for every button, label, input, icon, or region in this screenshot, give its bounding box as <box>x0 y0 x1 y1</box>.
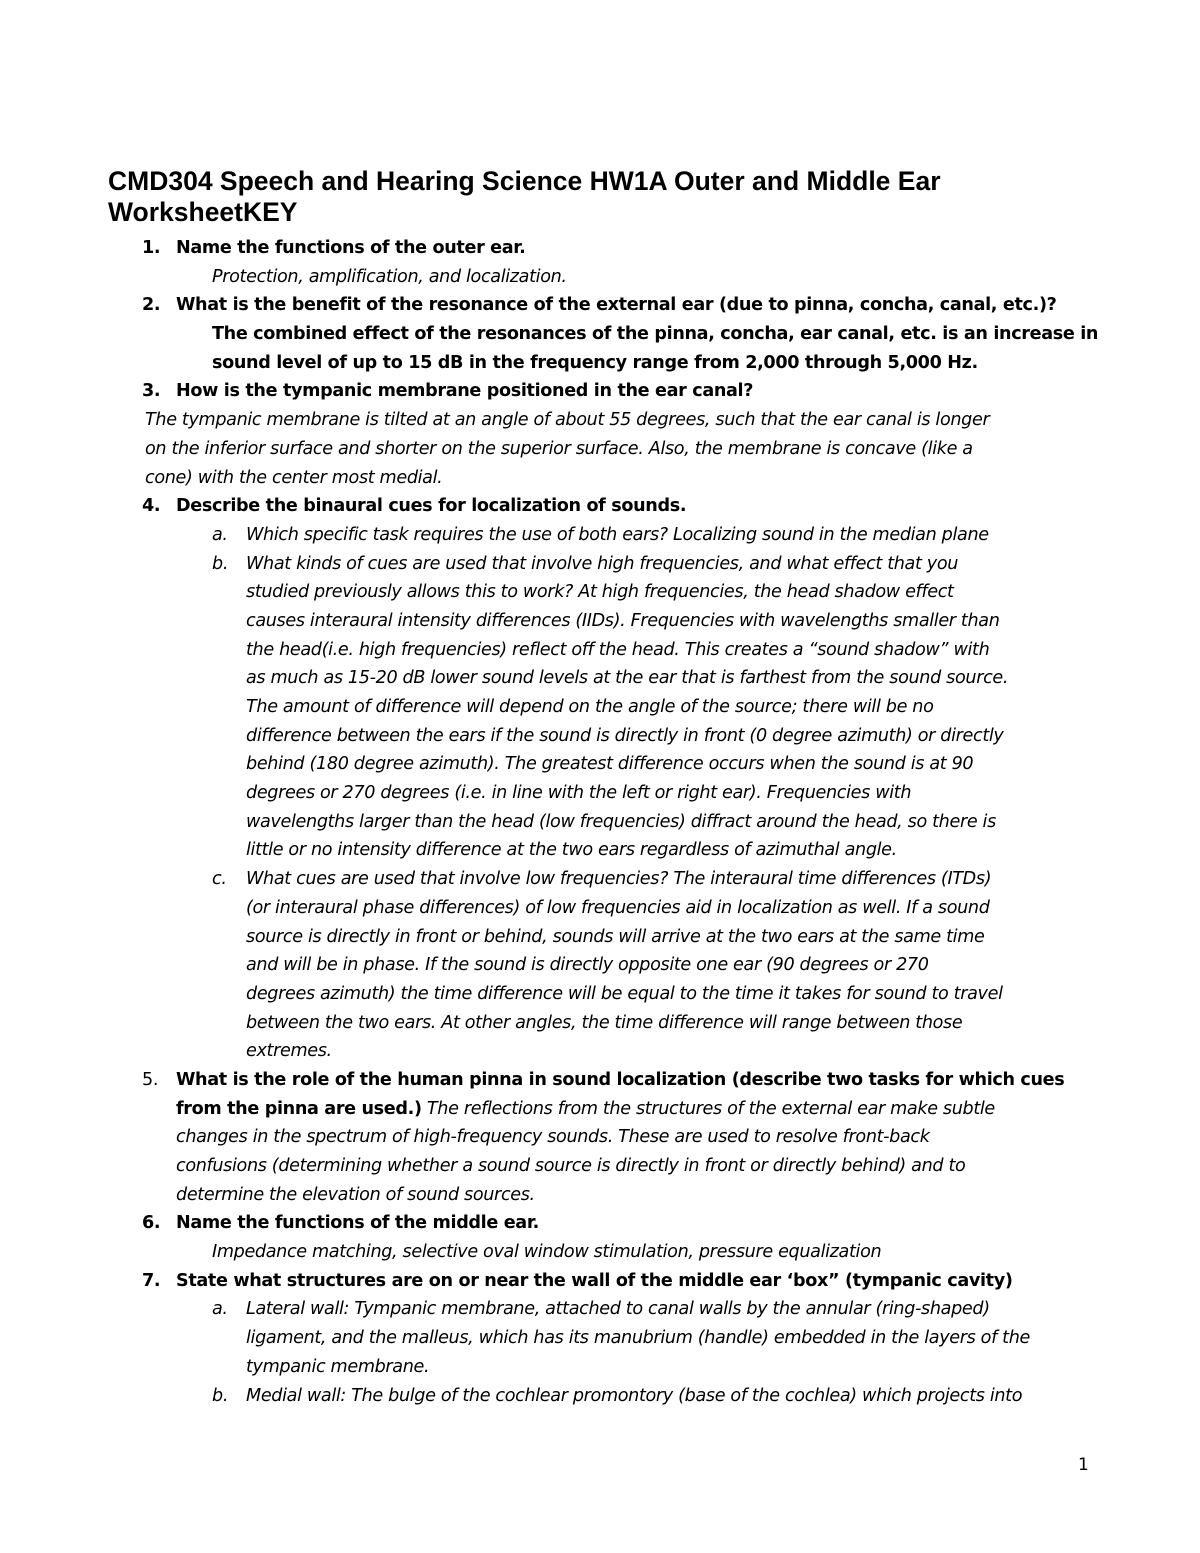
subitem-letter: b. <box>212 1385 229 1406</box>
subitem-4b-line: The amount of difference will depend on the angle of the source; there will be no <box>246 697 934 717</box>
subitem-letter: b. <box>212 553 229 574</box>
subitem-letter: c. <box>212 869 227 890</box>
question-text: Name the functions of the middle ear. <box>176 1213 539 1234</box>
subitem-7a-line: ligament, and the malleus, which has its manubrium (handle) embedded in the layers of the <box>246 1328 1031 1349</box>
subitem-7a-line: tympanic membrane. <box>246 1356 430 1377</box>
subitem-4c-line: between the two ears. At other angles, the time difference will range between those <box>246 1012 963 1033</box>
subitem-4b <box>0 550 1200 579</box>
item-number: 1. <box>142 238 161 258</box>
subitem-4b-line: little or no intensity difference at the two ears regardless of azimuthal angle. <box>246 840 897 861</box>
question-text: from the pinna are used.) <box>176 1098 422 1119</box>
item-number: 4. <box>142 496 161 517</box>
question-1 <box>0 234 1200 263</box>
answer-5-line: changes in the spectrum of high-frequency sounds. These are used to resolve front-back <box>176 1127 930 1148</box>
subitem-text: Lateral wall: Tympanic membrane, attached to canal walls by the annular (ring-shaped) <box>246 1299 990 1320</box>
item-number: 6. <box>142 1213 161 1234</box>
worksheet-body <box>0 234 1200 1410</box>
subitem-4c-line: extremes. <box>246 1041 332 1062</box>
question-7 <box>0 1267 1200 1296</box>
subitem-letter: a. <box>212 1299 228 1320</box>
question-5-line-2 <box>0 1095 1200 1124</box>
answer-3-line: cone) with the center most medial. <box>145 467 443 488</box>
question-4 <box>0 492 1200 521</box>
subitem-4c-line: source is directly in front or behind, sounds will arrive at the two ears at the same time <box>246 926 985 947</box>
subitem-text: Which specific task requires the use of both ears? Localizing sound in the median plane <box>246 524 989 545</box>
question-text: How is the tympanic membrane positioned in the ear canal? <box>176 381 754 402</box>
subitem-4b-line: studied previously allows this to work? At high frequencies, the head shadow effect <box>246 582 954 603</box>
page-number: 1 <box>1078 1455 1089 1475</box>
subitem-text: Medial wall: The bulge of the cochlear promontory (base of the cochlea) which projects into <box>246 1385 1023 1406</box>
subitem-4b-line: causes interaural intensity differences (IIDs). Frequencies with wavelengths smaller than <box>246 610 1000 631</box>
question-text: What is the role of the human pinna in sound localization (describe two tasks for which cues <box>176 1069 1065 1090</box>
subitem-7a <box>0 1295 1200 1324</box>
subitem-4c-line: (or interaural phase differences) of low frequencies aid in localization as well. If a sound <box>246 897 990 918</box>
answer-3-line: on the inferior surface and shorter on the superior surface. Also, the membrane is concave (like a <box>145 438 973 459</box>
question-text: State what structures are on or near the wall of the middle ear ‘box” (tympanic cavity) <box>176 1270 1013 1291</box>
subitem-7b <box>0 1382 1200 1411</box>
subitem-4b-line: degrees or 270 degrees (i.e. in line with the left or right ear). Frequencies with <box>246 783 912 804</box>
answer-2-line: sound level of up to 15 dB in the frequency range from 2,000 through 5,000 Hz. <box>212 352 978 373</box>
subitem-4c-line: degrees azimuth) the time difference will be equal to the time it takes for sound to travel <box>246 983 1003 1004</box>
question-6 <box>0 1209 1200 1238</box>
answer-6: Impedance matching, selective oval window stimulation, pressure equalization <box>212 1242 882 1263</box>
item-number: 2. <box>142 295 161 316</box>
subitem-4b-line: wavelengths larger than the head (low frequencies) diffract around the head, so there is <box>246 811 996 832</box>
subitem-4c <box>0 865 1200 894</box>
item-number: 3. <box>142 381 161 402</box>
title-line-1: CMD304 Speech and Hearing Science HW1A Outer and Middle Ear <box>108 166 941 196</box>
document-title <box>108 166 1108 228</box>
title-line-2: WorksheetKEY <box>108 197 298 227</box>
answer-5-line: confusions (determining whether a sound source is directly in front or directly behind) and to <box>176 1156 966 1176</box>
question-text: Name the functions of the outer ear. <box>176 238 526 258</box>
subitem-4b-line: behind (180 degree azimuth). The greatest difference occurs when the sound is at 90 <box>246 754 974 775</box>
answer-5-line: determine the elevation of sound sources. <box>176 1184 535 1205</box>
question-3 <box>0 377 1200 406</box>
subitem-4b-line: as much as 15-20 dB lower sound levels at the ear that is farthest from the sound source. <box>246 668 1009 689</box>
subitem-letter: a. <box>212 524 228 545</box>
answer-5-start: The reflections from the structures of the external ear make subtle <box>421 1098 995 1119</box>
subitem-text: What kinds of cues are used that involve high frequencies, and what effect that you <box>246 553 959 574</box>
question-text: What is the benefit of the resonance of the external ear (due to pinna, concha, canal, etc.)? <box>176 295 1057 316</box>
answer-2-line: The combined effect of the resonances of the pinna, concha, ear canal, etc. is an increase in <box>212 324 1099 345</box>
item-number: 7. <box>142 1270 161 1291</box>
answer-1: Protection, amplification, and localization. <box>212 266 567 287</box>
subitem-4b-line: the head(i.e. high frequencies) reflect off the head. This creates a “sound shadow” with <box>246 639 990 660</box>
question-5 <box>0 1066 1200 1095</box>
subitem-4c-line: and will be in phase. If the sound is directly opposite one ear (90 degrees or 270 <box>246 955 929 976</box>
subitem-text: What cues are used that involve low frequencies? The interaural time differences (ITDs) <box>246 869 992 890</box>
subitem-4b-line: difference between the ears if the sound is directly in front (0 degree azimuth) or directly <box>246 725 1004 746</box>
question-2 <box>0 291 1200 320</box>
answer-3-line: The tympanic membrane is tilted at an angle of about 55 degrees, such that the ear canal is longer <box>145 410 990 431</box>
subitem-4a <box>0 521 1200 550</box>
question-text: Describe the binaural cues for localization of sounds. <box>176 496 687 517</box>
item-number: 5. <box>142 1069 159 1090</box>
